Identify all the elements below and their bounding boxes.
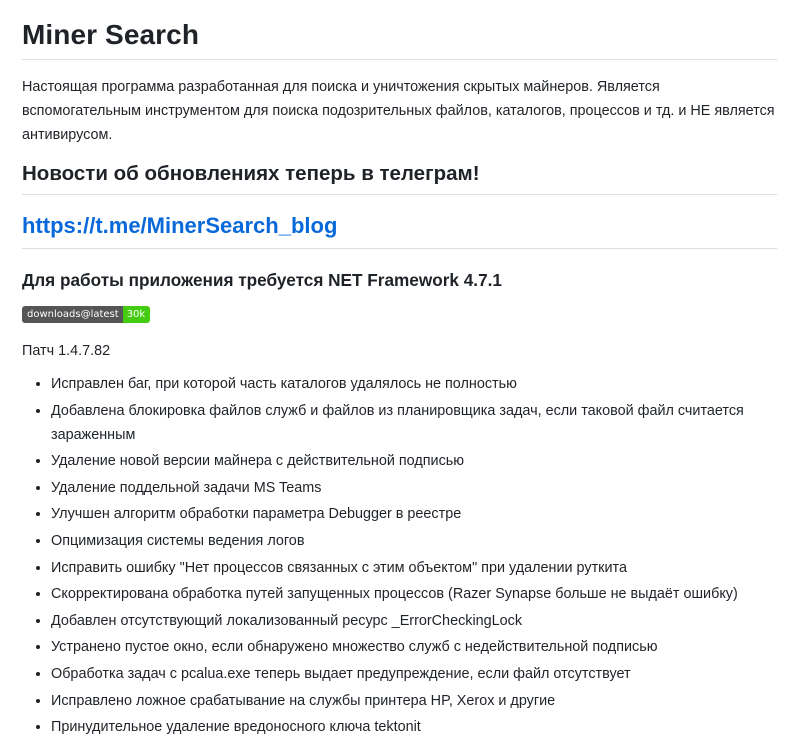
list-item: • Удаление поддельной задачи MS Teams bbox=[51, 475, 777, 500]
list-item: • Обработка задач с pcalua.exe теперь выдает предупреждение, если файл отсутствует bbox=[51, 661, 777, 686]
badge-label: downloads@latest bbox=[22, 306, 123, 323]
list-item: • Добавлена блокировка файлов служб и файлов из планировщика задач, если таковой файл считается зараженным bbox=[51, 398, 777, 447]
news-divider bbox=[22, 194, 777, 195]
page-title: Miner Search bbox=[22, 19, 200, 50]
downloads-badge[interactable] bbox=[22, 306, 150, 323]
title-divider bbox=[22, 59, 777, 60]
changes-list bbox=[22, 371, 777, 739]
list-item: • Исправлено ложное срабатывание на службы принтера HP, Xerox и другие bbox=[51, 688, 777, 713]
news-heading: Новости об обновлениях теперь в телеграм! bbox=[22, 162, 480, 185]
list-item: • Принудительное удаление вредоносного ключа tektonit bbox=[51, 714, 777, 739]
requirement-heading: Для работы приложения требуется NET Framework 4.7.1 bbox=[22, 270, 502, 290]
link-divider bbox=[22, 248, 777, 249]
list-item: • Исправить ошибку "Нет процессов связанных с этим объектом" при удалении руткита bbox=[51, 555, 777, 580]
list-item: • Исправлен баг, при которой часть каталогов удалялось не полностью bbox=[51, 371, 777, 396]
readme-content bbox=[22, 0, 777, 739]
list-item: • Улучшен алгоритм обработки параметра Debugger в реестре bbox=[51, 501, 777, 526]
list-item: • Удаление новой версии майнера с действительной подписью bbox=[51, 448, 777, 473]
intro-paragraph: Настоящая программа разработанная для поиска и уничтожения скрытых майнеров. Является вспомогательным инструментом для поиска подозрительных файлов, каталогов, процессов и тд. и НЕ является антивирусом. bbox=[22, 79, 775, 143]
list-item: • Добавлен отсутствующий локализованный ресурс _ErrorCheckingLock bbox=[51, 608, 777, 633]
patch-title: Патч 1.4.7.82 bbox=[22, 343, 111, 359]
list-item: • Устранено пустое окно, если обнаружено множество служб с недействительной подписью bbox=[51, 634, 777, 659]
list-item: • Опцимизация системы ведения логов bbox=[51, 528, 777, 553]
list-item: • Скорректирована обработка путей запущенных процессов (Razer Synapse больше не выдаёт ошибку) bbox=[51, 581, 777, 606]
telegram-link[interactable]: https://t.me/MinerSearch_blog bbox=[22, 213, 338, 238]
badge-value: 30k bbox=[123, 306, 151, 323]
